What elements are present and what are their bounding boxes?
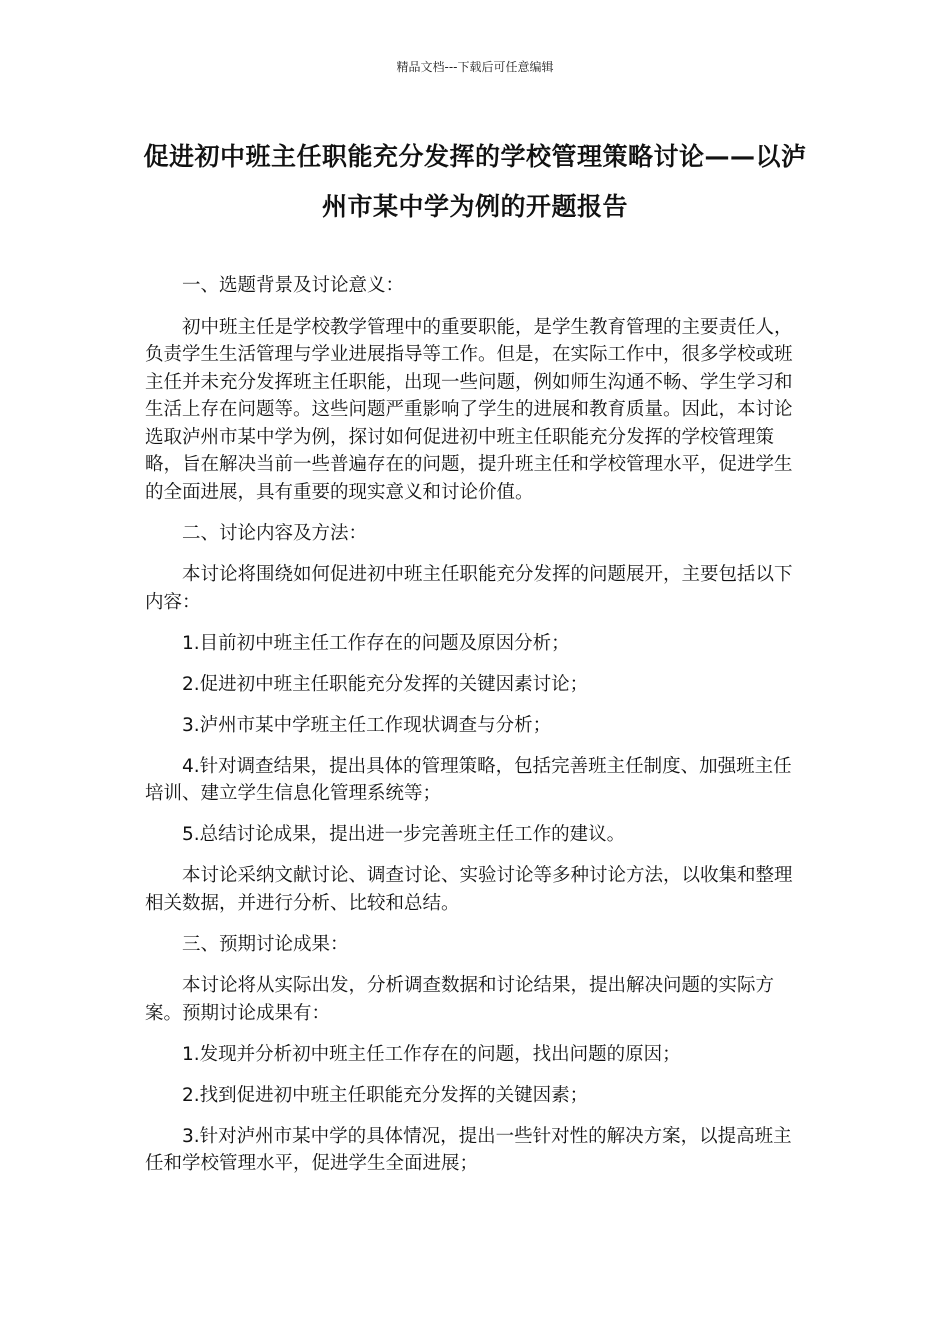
header-note: 精品文档---下载后可任意编辑 (396, 60, 554, 74)
section-3-item-1: 1.发现并分析初中班主任工作存在的问题，找出问题的原因； (182, 1043, 681, 1065)
section-3-heading: 三、预期讨论成果： (182, 933, 349, 955)
section-3-item-3: 3.针对泸州市某中学的具体情况，提出一些针对性的解决方案，以提高班主任和学校管理水平，促进学生全面进展； (145, 1125, 792, 1174)
section-2-item-1: 1.目前初中班主任工作存在的问题及原因分析； (182, 632, 570, 654)
section-1-paragraph: 初中班主任是学校教学管理中的重要职能，是学生教育管理的主要责任人，负责学生生活管理与学业进展指导等工作。但是，在实际工作中，很多学校或班主任并未充分发挥班主任职能，出现一些问题，例如师生沟通不畅、学生学习和生活上存在问题等。这些问题严重影响了学生的进展和教育质量。因此，本讨论选取泸州市某中学为例，探讨如何促进初中班主任职能充分发挥的学校管理策略，旨在解决当前一些普遍存在的问题，提升班主任和学校管理水平，促进学生的全面进展，具有重要的现实意义和讨论价值。 (145, 316, 793, 503)
section-3-intro: 本讨论将从实际出发，分析调查数据和讨论结果，提出解决问题的实际方案。预期讨论成果有： (145, 975, 775, 1024)
section-2-heading: 二、讨论内容及方法： (182, 522, 368, 544)
section-2-item-2: 2.促进初中班主任职能充分发挥的关键因素讨论； (182, 673, 589, 695)
section-2-intro: 本讨论将围绕如何促进初中班主任职能充分发挥的问题展开，主要包括以下内容： (145, 564, 793, 613)
section-3-item-2: 2.找到促进初中班主任职能充分发挥的关键因素； (182, 1084, 589, 1106)
document-body (145, 272, 800, 1191)
section-2-item-3: 3.泸州市某中学班主任工作现状调查与分析； (182, 714, 552, 736)
section-2-method: 本讨论采纳文献讨论、调查讨论、实验讨论等多种讨论方法，以收集和整理相关数据，并进行分析、比较和总结。 (145, 865, 793, 914)
section-2-item-5: 5.总结讨论成果，提出进一步完善班主任工作的建议。 (182, 824, 626, 845)
document-title: 促进初中班主任职能充分发挥的学校管理策略讨论——以泸州市某中学为例的开题报告 (143, 142, 807, 221)
section-1-heading: 一、选题背景及讨论意义： (182, 275, 405, 296)
section-2-item-4: 4.针对调查结果，提出具体的管理策略，包括完善班主任制度、加强班主任培训、建立学生信息化管理系统等； (145, 755, 792, 804)
